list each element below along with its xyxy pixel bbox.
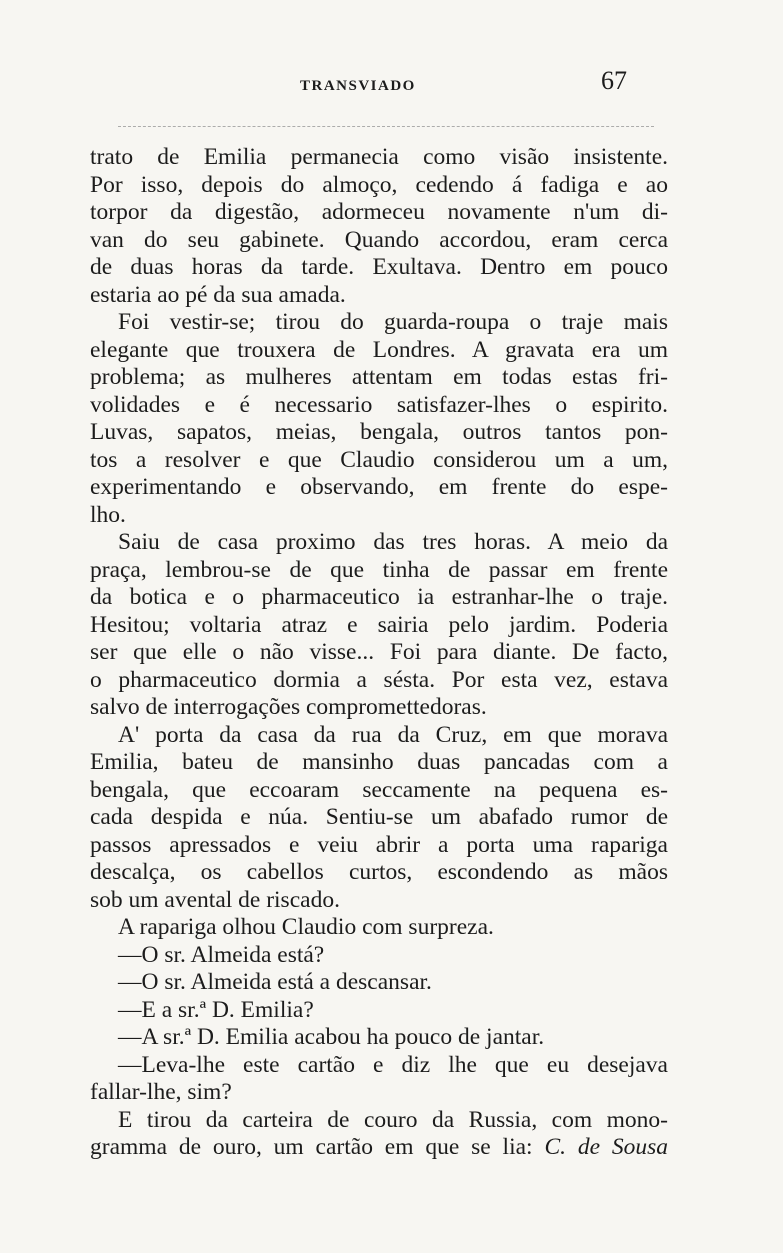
text-line: torpor da digestão, adormeceu novamente n'um di- <box>90 199 668 225</box>
running-title: TRANSVIADO <box>300 78 416 94</box>
text-line: da botica e o pharmaceutico ia estranhar-lhe o traje. <box>90 584 668 610</box>
text-line: A rapariga olhou Claudio com surpreza. <box>118 914 494 940</box>
dialogue-line: —O sr. Almeida está a descansar. <box>118 969 432 995</box>
text-line: descalça, os cabellos curtos, escondendo as mãos <box>90 859 668 885</box>
text-line: praça, lembrou-se de que tinha de passar em frente <box>90 556 668 583</box>
text-line: Por isso, depois do almoço, cedendo á fadiga e ao <box>90 171 668 198</box>
dialogue-line: —Leva-lhe este cartão e diz lhe que eu desejava <box>118 1051 668 1078</box>
text-line: Hesitou; voltaria atraz e sairia pelo jardim. Poderia <box>90 611 668 638</box>
header-rule <box>118 126 654 127</box>
text-line: Luvas, sapatos, meias, bengala, outros tantos pon- <box>90 419 668 445</box>
text-line: Foi vestir-se; tirou do guarda-roupa o traje mais <box>118 309 668 335</box>
text-line: de duas horas da tarde. Exultava. Dentro em pouco <box>90 254 668 280</box>
dialogue-line: —E a sr.ª D. Emilia? <box>118 996 314 1023</box>
text-line: tos a resolver e que Claudio considerou um a um, <box>90 446 668 473</box>
text-line: trato de Emilia permanecia como visão insistente. <box>90 144 668 170</box>
page-number: 67 <box>601 66 627 95</box>
text-line: experimentando e observando, em frente do espe- <box>90 474 668 500</box>
dialogue-line: —O sr. Almeida está? <box>118 941 325 968</box>
text-line: passos apressados e veiu abrir a porta uma rapariga <box>90 831 668 858</box>
dialogue-line: —A sr.ª D. Emilia acabou ha pouco de jantar. <box>118 1024 545 1050</box>
text-line: o pharmaceutico dormia a sésta. Por esta vez, estava <box>90 666 668 693</box>
text-line: E tirou da carteira de couro da Russia, com mono- <box>118 1106 668 1133</box>
text-line: A' porta da casa da rua da Cruz, em que morava <box>118 721 668 748</box>
text-line <box>90 1134 668 1162</box>
text-line: sob um avental de riscado. <box>90 886 340 913</box>
text-line: Emilia, bateu de mansinho duas pancadas com a <box>90 749 668 775</box>
text-line: salvo de interrogações compromettedoras. <box>90 694 487 720</box>
text-line: volidades e é necessario satisfazer-lhes o espirito. <box>90 391 668 418</box>
text-line: estaria ao pé da sua amada. <box>90 281 346 308</box>
text-line: bengala, que eccoaram seccamente na pequena es- <box>90 776 668 803</box>
text-fragment: gramma de ouro, um cartão em que se lia: <box>90 1134 533 1160</box>
text-line: lho. <box>90 501 126 528</box>
card-name: C. de Sousa <box>544 1134 668 1160</box>
text-line: cada despida e núa. Sentiu-se um abafado rumor de <box>90 804 668 830</box>
text-line: Saiu de casa proximo das tres horas. A meio da <box>118 529 668 555</box>
text-line: fallar-lhe, sim? <box>90 1079 232 1105</box>
text-line: problema; as mulheres attentam em todas estas fri- <box>90 364 668 390</box>
text-line: ser que elle o não visse... Foi para diante. De facto, <box>90 639 668 665</box>
text-line: van do seu gabinete. Quando accordou, eram cerca <box>90 226 668 253</box>
text-line: elegante que trouxera de Londres. A gravata era um <box>90 336 668 363</box>
body-text <box>90 144 668 1162</box>
